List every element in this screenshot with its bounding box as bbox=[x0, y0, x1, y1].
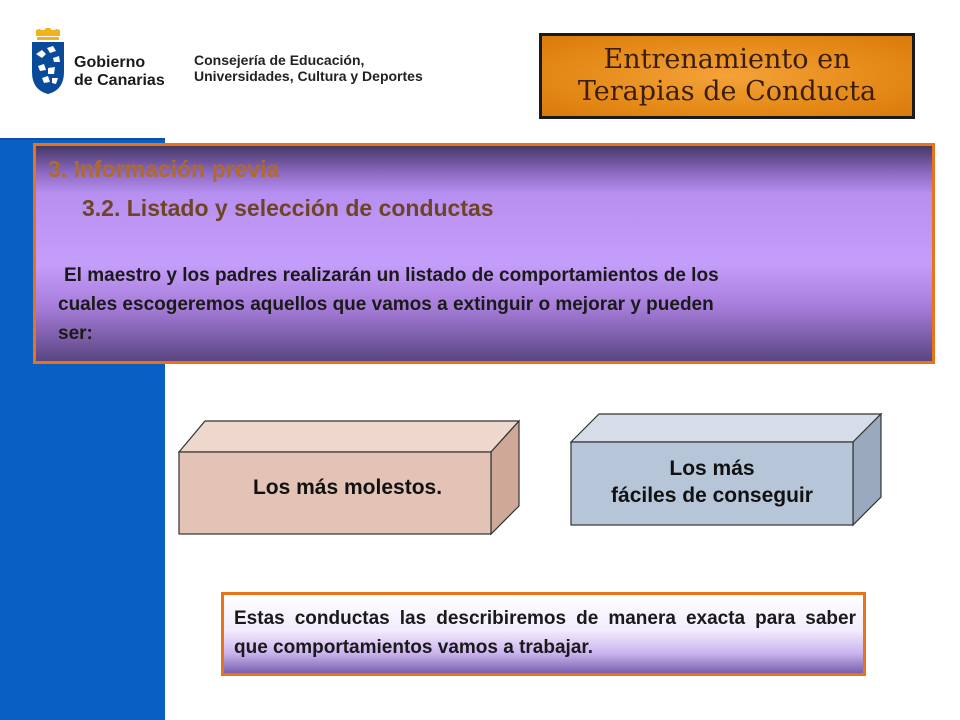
title-line-2: Terapias de Conducta bbox=[577, 76, 877, 107]
right-box-label-line-2: fáciles de conseguir bbox=[611, 484, 813, 507]
note-box bbox=[221, 592, 866, 676]
subsection-heading: 3.2. Listado y selección de conductas bbox=[82, 195, 494, 221]
title-line-1: Entrenamiento en bbox=[603, 44, 851, 75]
consejeria-line-2: Universidades, Cultura y Deportes bbox=[194, 68, 423, 84]
body-line-2: cuales escogeremos aquellos que vamos a extinguir o mejorar y pueden bbox=[58, 294, 714, 315]
right-box-label-line-1: Los más bbox=[669, 457, 755, 480]
logo-name: Gobierno bbox=[74, 54, 146, 71]
body-line-3: ser: bbox=[58, 323, 93, 344]
note-text: Estas conductas las describiremos de manera exacta para saber que comportamientos vamos a trabajar. bbox=[234, 608, 856, 658]
info-panel bbox=[33, 143, 935, 364]
gobierno-canarias-logo bbox=[28, 28, 178, 98]
canarias-crest-icon bbox=[28, 28, 68, 98]
consejeria-line-1: Consejería de Educación, bbox=[194, 52, 365, 68]
body-line-1: El maestro y los padres realizarán un listado de comportamientos de los bbox=[64, 265, 719, 286]
logo-region: de Canarias bbox=[74, 72, 165, 89]
slide-title-box bbox=[539, 33, 915, 119]
section-heading: 3. Información previa bbox=[48, 156, 280, 182]
info-body-text bbox=[58, 261, 858, 348]
right-box-label bbox=[571, 455, 853, 509]
consejeria-label bbox=[194, 52, 423, 84]
left-box-label: Los más molestos. bbox=[252, 476, 443, 499]
